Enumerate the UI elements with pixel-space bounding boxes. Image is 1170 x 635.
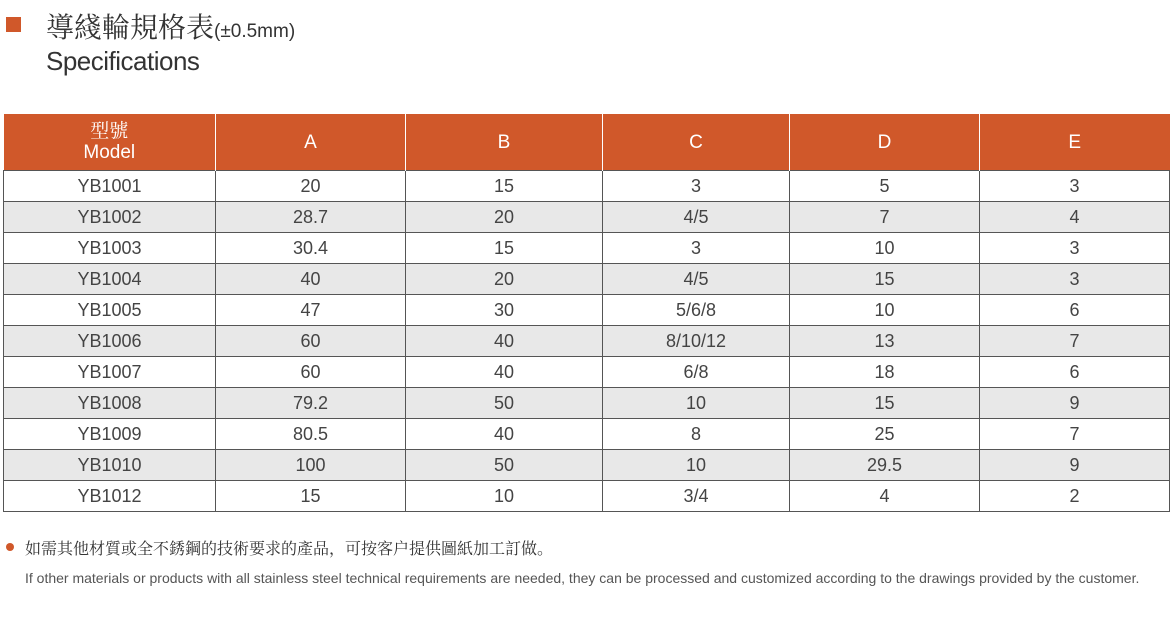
cell-b: 50 <box>406 388 603 419</box>
table-row <box>4 233 1170 264</box>
table-row <box>4 419 1170 450</box>
note-chinese: 如需其他材質或全不銹鋼的技術要求的產品，可按客户提供圖紙加工訂做。 <box>25 539 554 558</box>
table-row <box>4 388 1170 419</box>
cell-b: 30 <box>406 295 603 326</box>
cell-e: 9 <box>980 450 1170 481</box>
cell-model: YB1007 <box>4 357 216 388</box>
cell-c: 4/5 <box>603 202 790 233</box>
cell-c: 3/4 <box>603 481 790 512</box>
cell-c: 4/5 <box>603 264 790 295</box>
cell-b: 15 <box>406 233 603 264</box>
cell-a: 80.5 <box>216 419 406 450</box>
cell-b: 40 <box>406 419 603 450</box>
cell-d: 25 <box>790 419 980 450</box>
cell-a: 15 <box>216 481 406 512</box>
note-english: If other materials or products with all stainless steel technical requirements are needed, they can be processed and customized according to the drawings provided by the customer. <box>25 570 1140 586</box>
cell-c: 8 <box>603 419 790 450</box>
cell-e: 3 <box>980 264 1170 295</box>
cell-e: 3 <box>980 233 1170 264</box>
cell-model: YB1001 <box>4 171 216 202</box>
cell-a: 20 <box>216 171 406 202</box>
cell-e: 4 <box>980 202 1170 233</box>
cell-a: 60 <box>216 326 406 357</box>
spec-table <box>3 114 1170 512</box>
cell-d: 18 <box>790 357 980 388</box>
cell-e: 7 <box>980 326 1170 357</box>
cell-model: YB1012 <box>4 481 216 512</box>
cell-c: 10 <box>603 450 790 481</box>
cell-model: YB1010 <box>4 450 216 481</box>
cell-a: 47 <box>216 295 406 326</box>
cell-model: YB1004 <box>4 264 216 295</box>
cell-c: 3 <box>603 171 790 202</box>
page-header <box>0 0 1170 100</box>
cell-c: 5/6/8 <box>603 295 790 326</box>
column-header-b: B <box>406 114 603 171</box>
cell-model: YB1002 <box>4 202 216 233</box>
column-header-model-en: Model <box>83 142 136 163</box>
cell-b: 10 <box>406 481 603 512</box>
cell-d: 13 <box>790 326 980 357</box>
column-header-a: A <box>216 114 406 171</box>
cell-model: YB1003 <box>4 233 216 264</box>
cell-d: 15 <box>790 388 980 419</box>
cell-c: 6/8 <box>603 357 790 388</box>
cell-model: YB1006 <box>4 326 216 357</box>
cell-e: 2 <box>980 481 1170 512</box>
cell-a: 30.4 <box>216 233 406 264</box>
cell-b: 40 <box>406 326 603 357</box>
title-square-icon <box>6 17 21 32</box>
cell-d: 15 <box>790 264 980 295</box>
title-tolerance: (±0.5mm) <box>214 21 296 42</box>
cell-b: 20 <box>406 202 603 233</box>
table-row <box>4 202 1170 233</box>
cell-a: 40 <box>216 264 406 295</box>
cell-e: 9 <box>980 388 1170 419</box>
cell-b: 20 <box>406 264 603 295</box>
table-row <box>4 450 1170 481</box>
cell-a: 28.7 <box>216 202 406 233</box>
column-header-d: D <box>790 114 980 171</box>
bullet-dot-icon <box>6 543 14 551</box>
cell-d: 7 <box>790 202 980 233</box>
cell-e: 6 <box>980 295 1170 326</box>
cell-c: 3 <box>603 233 790 264</box>
column-header-model-zh: 型號 <box>90 121 129 142</box>
cell-model: YB1009 <box>4 419 216 450</box>
cell-model: YB1008 <box>4 388 216 419</box>
cell-e: 6 <box>980 357 1170 388</box>
cell-b: 15 <box>406 171 603 202</box>
cell-d: 5 <box>790 171 980 202</box>
column-header-e: E <box>980 114 1170 171</box>
title-english: Specifications <box>46 46 200 76</box>
table-row <box>4 171 1170 202</box>
cell-a: 100 <box>216 450 406 481</box>
column-header-c: C <box>603 114 790 171</box>
table-body <box>4 171 1170 512</box>
cell-d: 10 <box>790 295 980 326</box>
cell-model: YB1005 <box>4 295 216 326</box>
cell-a: 79.2 <box>216 388 406 419</box>
table-row <box>4 357 1170 388</box>
table-header-row <box>4 114 1170 171</box>
cell-d: 10 <box>790 233 980 264</box>
table-row <box>4 481 1170 512</box>
spec-table-container <box>3 114 1169 512</box>
column-header-model <box>4 114 216 171</box>
cell-d: 29.5 <box>790 450 980 481</box>
cell-d: 4 <box>790 481 980 512</box>
table-row <box>4 264 1170 295</box>
title-line <box>46 6 295 48</box>
cell-b: 40 <box>406 357 603 388</box>
table-row <box>4 295 1170 326</box>
cell-e: 3 <box>980 171 1170 202</box>
cell-b: 50 <box>406 450 603 481</box>
cell-c: 10 <box>603 388 790 419</box>
title-chinese: 導綫輪規格表 <box>46 11 215 44</box>
cell-a: 60 <box>216 357 406 388</box>
cell-e: 7 <box>980 419 1170 450</box>
table-row <box>4 326 1170 357</box>
cell-c: 8/10/12 <box>603 326 790 357</box>
